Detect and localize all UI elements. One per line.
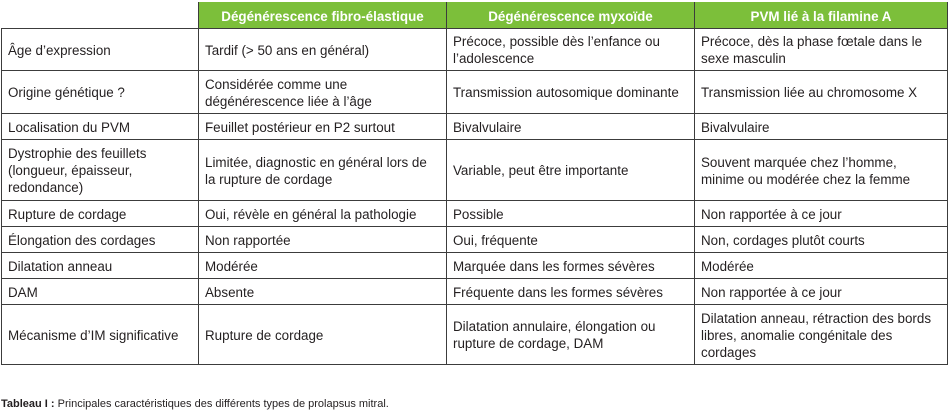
cell: Précoce, dès la phase fœtale dans le sexe masculin xyxy=(695,29,948,71)
cell: Limitée, diagnostic en général lors de la rupture de cordage xyxy=(199,140,447,201)
row-label: Localisation du PVM xyxy=(2,114,199,140)
row-label: Mécanisme d’IM significative xyxy=(2,305,199,365)
header-row xyxy=(2,3,948,29)
cell: Bivalvulaire xyxy=(447,114,695,140)
cell: Variable, peut être importante xyxy=(447,140,695,201)
cell: Souvent marquée chez l’homme, minime ou modérée chez la femme xyxy=(695,140,948,201)
cell: Oui, fréquente xyxy=(447,227,695,253)
cell: Non rapportée à ce jour xyxy=(695,279,948,305)
cell: Oui, révèle en général la pathologie xyxy=(199,201,447,227)
cell: Bivalvulaire xyxy=(695,114,948,140)
cell: Absente xyxy=(199,279,447,305)
caption-text: Principales caractéristiques des différents types de prolapsus mitral. xyxy=(54,398,389,410)
row-label: Dilatation anneau xyxy=(2,253,199,279)
table-row xyxy=(2,227,948,253)
table-caption xyxy=(1,397,389,411)
table-row xyxy=(2,29,948,71)
cell: Modérée xyxy=(695,253,948,279)
header-fibro-elastique: Dégénérescence fibro-élastique xyxy=(199,3,447,29)
row-label: Origine génétique ? xyxy=(2,71,199,114)
cell: Marquée dans les formes sévères xyxy=(447,253,695,279)
header-cell-empty xyxy=(2,3,199,29)
cell: Dilatation anneau, rétraction des bords libres, anomalie congénitale des cordages xyxy=(695,305,948,365)
header-myxoide: Dégénérescence myxoïde xyxy=(447,3,695,29)
cell: Transmission liée au chromosome X xyxy=(695,71,948,114)
caption-label: Tableau I : xyxy=(1,398,55,410)
table-row xyxy=(2,114,948,140)
table-row xyxy=(2,305,948,365)
table-row xyxy=(2,71,948,114)
table-row xyxy=(2,201,948,227)
comparison-table xyxy=(1,2,948,365)
cell: Fréquente dans les formes sévères xyxy=(447,279,695,305)
cell: Transmission autosomique dominante xyxy=(447,71,695,114)
table-row xyxy=(2,140,948,201)
cell: Non rapportée à ce jour xyxy=(695,201,948,227)
cell: Tardif (> 50 ans en général) xyxy=(199,29,447,71)
cell: Non, cordages plutôt courts xyxy=(695,227,948,253)
row-label: Âge d’expression xyxy=(2,29,199,71)
cell: Non rapportée xyxy=(199,227,447,253)
row-label: Élongation des cordages xyxy=(2,227,199,253)
cell: Rupture de cordage xyxy=(199,305,447,365)
header-filamine-a: PVM lié à la filamine A xyxy=(695,3,948,29)
row-label: DAM xyxy=(2,279,199,305)
cell: Précoce, possible dès l’enfance ou l’adolescence xyxy=(447,29,695,71)
cell: Possible xyxy=(447,201,695,227)
cell: Feuillet postérieur en P2 surtout xyxy=(199,114,447,140)
cell: Considérée comme une dégénérescence liée à l’âge xyxy=(199,71,447,114)
table-row xyxy=(2,279,948,305)
table-row xyxy=(2,253,948,279)
cell: Dilatation annulaire, élongation ou rupture de cordage, DAM xyxy=(447,305,695,365)
row-label: Dystrophie des feuillets (longueur, épaisseur, redondance) xyxy=(2,140,199,201)
cell: Modérée xyxy=(199,253,447,279)
row-label: Rupture de cordage xyxy=(2,201,199,227)
